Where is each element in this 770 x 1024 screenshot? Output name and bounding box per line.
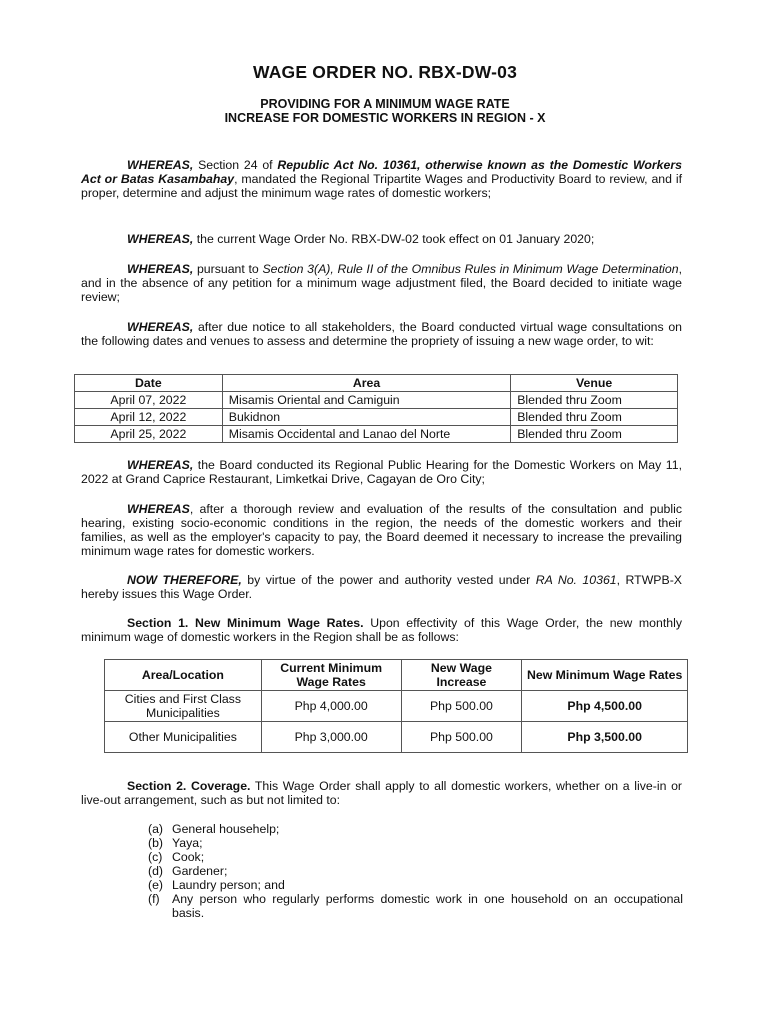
column-header: Venue [511, 375, 678, 392]
list-item: (e) Laundry person; and [148, 878, 285, 892]
subtitle-line-1: PROVIDING FOR A MINIMUM WAGE RATE [260, 97, 510, 111]
area-cell: Other Municipalities [105, 722, 262, 753]
whereas-paragraph-3: WHEREAS, pursuant to Section 3(A), Rule II of the Omnibus Rules in Minimum Wage Determination, and in the absence of any petition for a minimum wage adjustment filed, the Board decided to initiate wage review; [81, 262, 682, 304]
consultation-table [74, 374, 678, 443]
table-row [75, 426, 678, 443]
column-header: Area [222, 375, 510, 392]
venue-cell: Blended thru Zoom [511, 392, 678, 409]
table-header-row [75, 375, 678, 392]
area-cell: Misamis Oriental and Camiguin [222, 392, 510, 409]
column-header: New Minimum Wage Rates [522, 660, 688, 691]
document-subtitle [0, 97, 770, 125]
increase-cell: Php 500.00 [401, 691, 522, 722]
list-item: (a) General househelp; [148, 822, 280, 836]
date-cell: April 25, 2022 [75, 426, 223, 443]
whereas-paragraph-4: WHEREAS, after due notice to all stakeholders, the Board conducted virtual wage consultations on the following dates and venues to assess and determine the propriety of issuing a new wage order, to wit: [81, 320, 682, 348]
list-item: (c) Cook; [148, 850, 205, 864]
date-cell: April 07, 2022 [75, 392, 223, 409]
venue-cell: Blended thru Zoom [511, 426, 678, 443]
current-wage-cell: Php 3,000.00 [261, 722, 401, 753]
area-cell: Misamis Occidental and Lanao del Norte [222, 426, 510, 443]
increase-cell: Php 500.00 [401, 722, 522, 753]
table-row [105, 722, 688, 753]
new-wage-cell: Php 3,500.00 [522, 722, 688, 753]
whereas-paragraph-6: WHEREAS, after a thorough review and evaluation of the results of the consultation and public hearing, existing socio-economic conditions in the region, the needs of the domestic workers and their families, as well as the employer's capacity to pay, the Board deemed it necessary to increase the prevailing minimum wage rates for domestic workers. [81, 502, 682, 558]
date-cell: April 12, 2022 [75, 409, 223, 426]
table-row [75, 392, 678, 409]
table-header-row [105, 660, 688, 691]
column-header: Area/Location [105, 660, 262, 691]
new-wage-cell: Php 4,500.00 [522, 691, 688, 722]
subtitle-line-2: INCREASE FOR DOMESTIC WORKERS IN REGION - X [224, 111, 546, 125]
column-header: New Wage Increase [401, 660, 522, 691]
now-therefore-paragraph: NOW THEREFORE, by virtue of the power and authority vested under RA No. 10361, RTWPB-X hereby issues this Wage Order. [81, 573, 683, 601]
whereas-paragraph-2: WHEREAS, the current Wage Order No. RBX-DW-02 took effect on 01 January 2020; [127, 232, 595, 246]
document-title: WAGE ORDER NO. RBX-DW-03 [252, 62, 518, 82]
section-1-paragraph: Section 1. New Minimum Wage Rates. Upon effectivity of this Wage Order, the new monthly minimum wage of domestic workers in the Region shall be as follows: [81, 616, 682, 644]
coverage-list [148, 822, 683, 920]
list-item: (f) Any person who regularly performs domestic work in one household on an occupational basis. [148, 892, 683, 920]
area-cell: Cities and First Class Municipalities [105, 691, 262, 722]
column-header: Current Minimum Wage Rates [261, 660, 401, 691]
whereas-paragraph-5: WHEREAS, the Board conducted its Regional Public Hearing for the Domestic Workers on May 11, 2022 at Grand Caprice Restaurant, Limketkai Drive, Cagayan de Oro City; [81, 458, 682, 486]
whereas-paragraph-1: WHEREAS, Section 24 of Republic Act No. 10361, otherwise known as the Domestic Workers Act or Batas Kasambahay, mandated the Regional Tripartite Wages and Productivity Board to review, and if proper, determine and adjust the minimum wage rates of domestic workers; [81, 158, 682, 200]
section-2-paragraph: Section 2. Coverage. This Wage Order shall apply to all domestic workers, whether on a live-in or live-out arrangement, such as but not limited to: [81, 779, 682, 807]
current-wage-cell: Php 4,000.00 [261, 691, 401, 722]
column-header: Date [75, 375, 223, 392]
area-cell: Bukidnon [222, 409, 510, 426]
list-item: (b) Yaya; [148, 836, 203, 850]
wage-rates-table [104, 659, 688, 753]
table-row [75, 409, 678, 426]
list-item: (d) Gardener; [148, 864, 228, 878]
table-row [105, 691, 688, 722]
venue-cell: Blended thru Zoom [511, 409, 678, 426]
